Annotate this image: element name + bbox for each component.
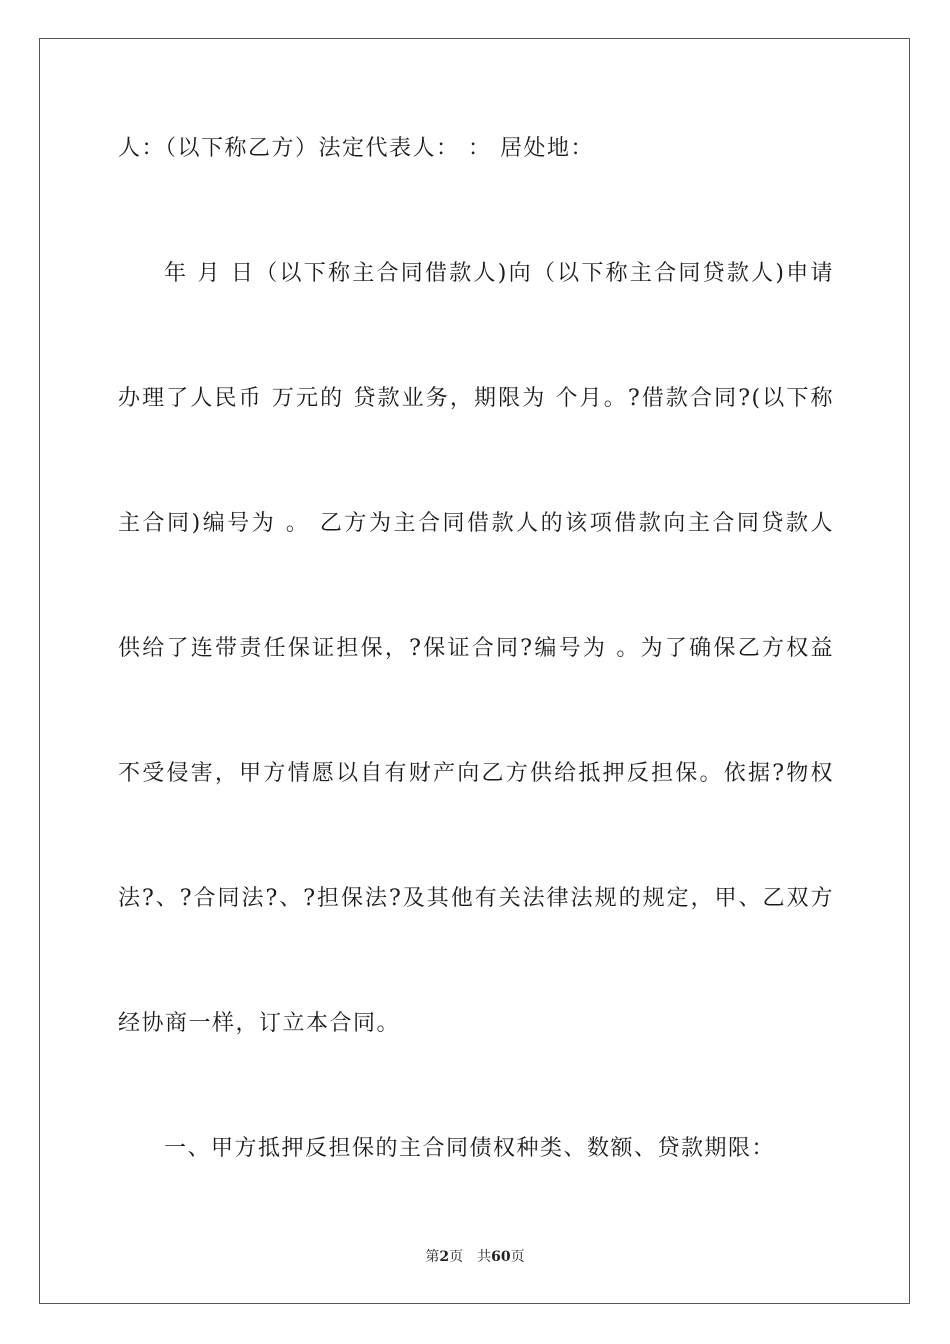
footer-total-prefix: 共	[477, 1249, 492, 1265]
footer-page-number: 2	[439, 1249, 450, 1265]
page-footer	[0, 1248, 950, 1266]
footer-total-suffix: 页	[510, 1249, 525, 1265]
body-line-4: 主合同)编号为 。 乙方为主合同借款人的该项借款向主合同贷款人	[118, 511, 834, 536]
section-heading-1: 一、甲方抵押反担保的主合同债权种类、数额、贷款期限：	[164, 1136, 776, 1161]
body-line-1: 人：（以下称乙方）法定代表人： ： 居处地：	[118, 136, 594, 161]
body-line-6: 不受侵害，甲方情愿以自有财产向乙方供给抵押反担保。依据?物权	[118, 761, 834, 786]
body-line-3: 办理了人民币 万元的 贷款业务，期限为 个月。?借款合同?(以下称	[118, 386, 834, 411]
footer-page-prefix: 第	[425, 1249, 440, 1265]
body-line-2: 年 月 日（以下称主合同借款人)向（以下称主合同贷款人)申请	[164, 261, 834, 286]
body-line-5: 供给了连带责任保证担保，?保证合同?编号为 。为了确保乙方权益	[118, 636, 834, 661]
page-border	[39, 38, 910, 1304]
body-line-7: 法?、?合同法?、?担保法?及其他有关法律法规的规定，甲、乙双方	[118, 886, 834, 911]
footer-total-number: 60	[491, 1249, 511, 1265]
body-line-8: 经协商一样，订立本合同。	[118, 1011, 401, 1036]
footer-page-suffix: 页	[449, 1249, 464, 1265]
